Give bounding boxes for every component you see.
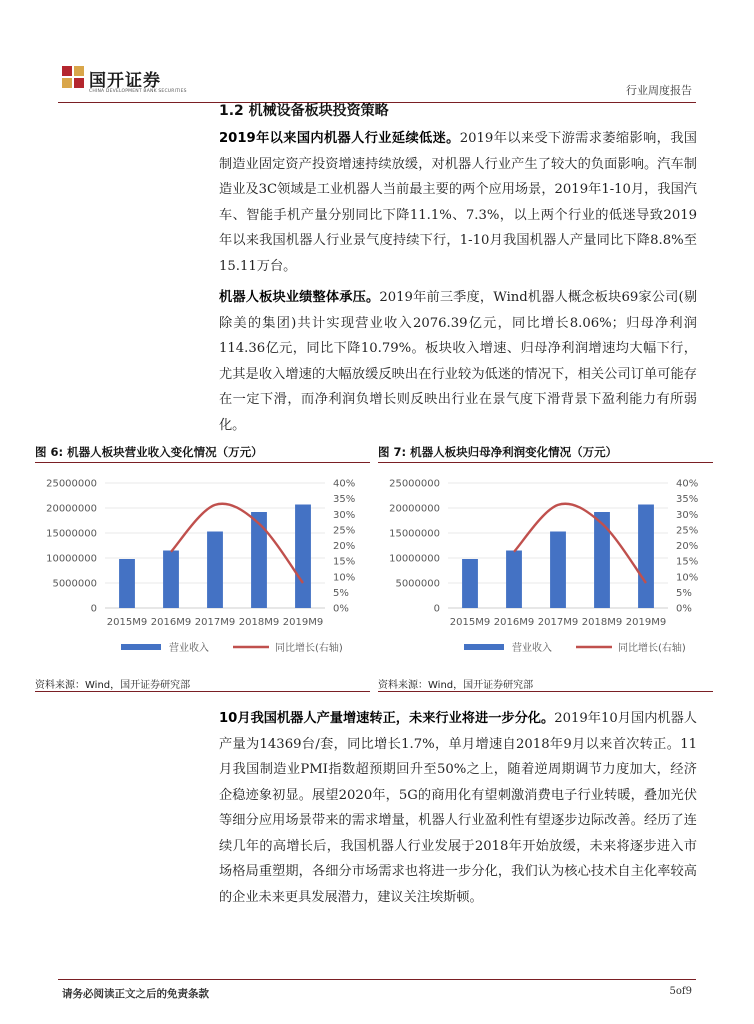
y-tick-right: 0%: [333, 603, 349, 615]
bar: [163, 551, 179, 609]
x-tick-label: 2019M9: [625, 617, 667, 628]
y-tick-right: 25%: [676, 525, 699, 537]
legend-bar-label: 营业收入: [512, 643, 552, 654]
bar: [506, 551, 522, 609]
section-title: 1.2 机械设备板块投资策略: [219, 103, 389, 119]
y-tick-left: 10000000: [46, 553, 97, 565]
x-tick-label: 2015M9: [449, 617, 491, 628]
y-tick-right: 5%: [333, 587, 349, 599]
legend-bar-swatch: [464, 644, 504, 650]
x-tick-label: 2016M9: [150, 617, 192, 628]
paragraph-1-lead: 2019年以来国内机器人行业延续低迷。: [219, 131, 460, 146]
bar: [594, 512, 610, 608]
footer-disclaimer: 请务必阅读正文之后的免责条款: [62, 988, 209, 1000]
y-tick-right: 15%: [676, 556, 699, 568]
brand-name: 国开证券: [89, 71, 161, 91]
bar: [550, 532, 566, 609]
paragraph-1-body: 2019年以来受下游需求萎缩影响，我国制造业固定资产投资增速持续放缓，对机器人行业产生了较大的负面影响。汽车制造业及3C领域是工业机器人当前最主要的两个应用场景，2019年1-10月，我国汽车、智能手机产量分别同比下降11.1%、7.3%，以上两个行业的低迷导致2019年以来我国机器人行业景气度持续下行，1-10月我国机器人产量同比下降8.8%至15.11万台。: [219, 131, 697, 274]
bar: [295, 505, 311, 609]
y-tick-right: 40%: [676, 478, 699, 490]
figure-6-title: 图 6: 机器人板块营业收入变化情况（万元）: [35, 445, 263, 459]
figure-6-source-rule: [35, 691, 370, 692]
y-tick-left: 15000000: [46, 528, 97, 540]
bar: [638, 505, 654, 609]
brand-subtitle: CHINA DEVELOPMENT BANK SECURITIES: [89, 89, 187, 94]
bar: [207, 532, 223, 609]
paragraph-1: [219, 126, 697, 279]
y-tick-right: 30%: [333, 509, 356, 521]
paragraph-2-lead: 机器人板块业绩整体承压。: [219, 290, 380, 305]
y-tick-left: 15000000: [389, 528, 440, 540]
paragraph-2-body: 2019年前三季度，Wind机器人概念板块69家公司(剔除美的集团)共计实现营业收入2076.39亿元，同比增长8.06%；归母净利润114.36亿元，同比下降10.79%。板块收入增速、归母净利润增速均大幅下行，尤其是收入增速的大幅放缓反映出在行业较为低迷的情况下，相关公司订单可能存在一定下滑，而净利润负增长则反映出行业在景气度下滑背景下盈利能力有所弱化。: [219, 290, 698, 433]
y-tick-right: 25%: [333, 525, 356, 537]
x-tick-label: 2015M9: [106, 617, 148, 628]
x-tick-label: 2017M9: [537, 617, 579, 628]
bar: [251, 512, 267, 608]
y-tick-right: 15%: [333, 556, 356, 568]
y-tick-left: 5000000: [395, 578, 440, 590]
bar: [462, 559, 478, 608]
x-tick-label: 2017M9: [194, 617, 236, 628]
y-tick-right: 35%: [333, 494, 356, 506]
y-tick-right: 0%: [676, 603, 692, 615]
figure-6-chart: [33, 465, 373, 670]
y-tick-right: 30%: [676, 509, 699, 521]
legend-line-label: 同比增长(右轴): [275, 643, 343, 654]
y-tick-right: 35%: [676, 494, 699, 506]
figure-7-source-rule: [378, 691, 713, 692]
footer-divider: [58, 979, 696, 980]
y-tick-right: 5%: [676, 587, 692, 599]
figure-7-source: 资料来源：Wind，国开证券研究部: [378, 680, 534, 691]
brand-logo-icon: [62, 66, 84, 88]
y-tick-right: 20%: [333, 541, 356, 552]
figure-6-rule: [35, 462, 370, 463]
y-tick-left: 0: [90, 603, 97, 615]
figure-6-source: 资料来源：Wind，国开证券研究部: [35, 680, 191, 691]
x-tick-label: 2019M9: [282, 617, 324, 628]
x-tick-label: 2016M9: [493, 617, 535, 628]
y-tick-right: 10%: [676, 572, 699, 584]
figure-7-chart: [376, 465, 716, 670]
y-tick-left: 25000000: [46, 478, 97, 490]
bar: [119, 559, 135, 608]
report-type: 行业周度报告: [626, 84, 692, 97]
paragraph-3: [219, 706, 697, 910]
y-tick-left: 10000000: [389, 553, 440, 565]
legend-line-label: 同比增长(右轴): [618, 643, 686, 654]
legend-bar-label: 营业收入: [169, 643, 209, 654]
y-tick-right: 20%: [676, 541, 699, 552]
legend-bar-swatch: [121, 644, 161, 650]
y-tick-left: 5000000: [52, 578, 97, 590]
y-tick-left: 0: [433, 603, 440, 615]
growth-line: [171, 504, 303, 583]
y-tick-left: 20000000: [46, 503, 97, 515]
figure-7-rule: [378, 462, 713, 463]
y-tick-right: 40%: [333, 478, 356, 490]
y-tick-left: 20000000: [389, 503, 440, 515]
paragraph-2: [219, 285, 697, 438]
y-tick-left: 25000000: [389, 478, 440, 490]
x-tick-label: 2018M9: [238, 617, 280, 628]
growth-line: [514, 504, 646, 583]
figure-7-title: 图 7: 机器人板块归母净利润变化情况（万元）: [378, 445, 618, 459]
paragraph-3-body: 2019年10月国内机器人产量为14369台/套，同比增长1.7%，单月增速自2018年9月以来首次转正。11月我国制造业PMI指数超预期回升至50%之上，随着逆周期调节力度加大，经济企稳迹象初显。展望2020年，5G的商用化有望刺激消费电子行业转暖，叠加光伏等细分应用场景带来的需求增量，机器人行业盈利性有望逐步边际改善。经历了连续几年的高增长后，我国机器人行业发展于2018年开始放缓，未来将逐步进入市场格局重塑期，各细分市场需求也将进一步分化，我们认为核心技术自主化率较高的企业未来更具发展潜力，建议关注埃斯顿。: [219, 711, 697, 905]
page-number: 5of9: [669, 986, 692, 997]
y-tick-right: 10%: [333, 572, 356, 584]
paragraph-3-lead: 10月我国机器人产量增速转正，未来行业将进一步分化。: [219, 711, 555, 726]
x-tick-label: 2018M9: [581, 617, 623, 628]
